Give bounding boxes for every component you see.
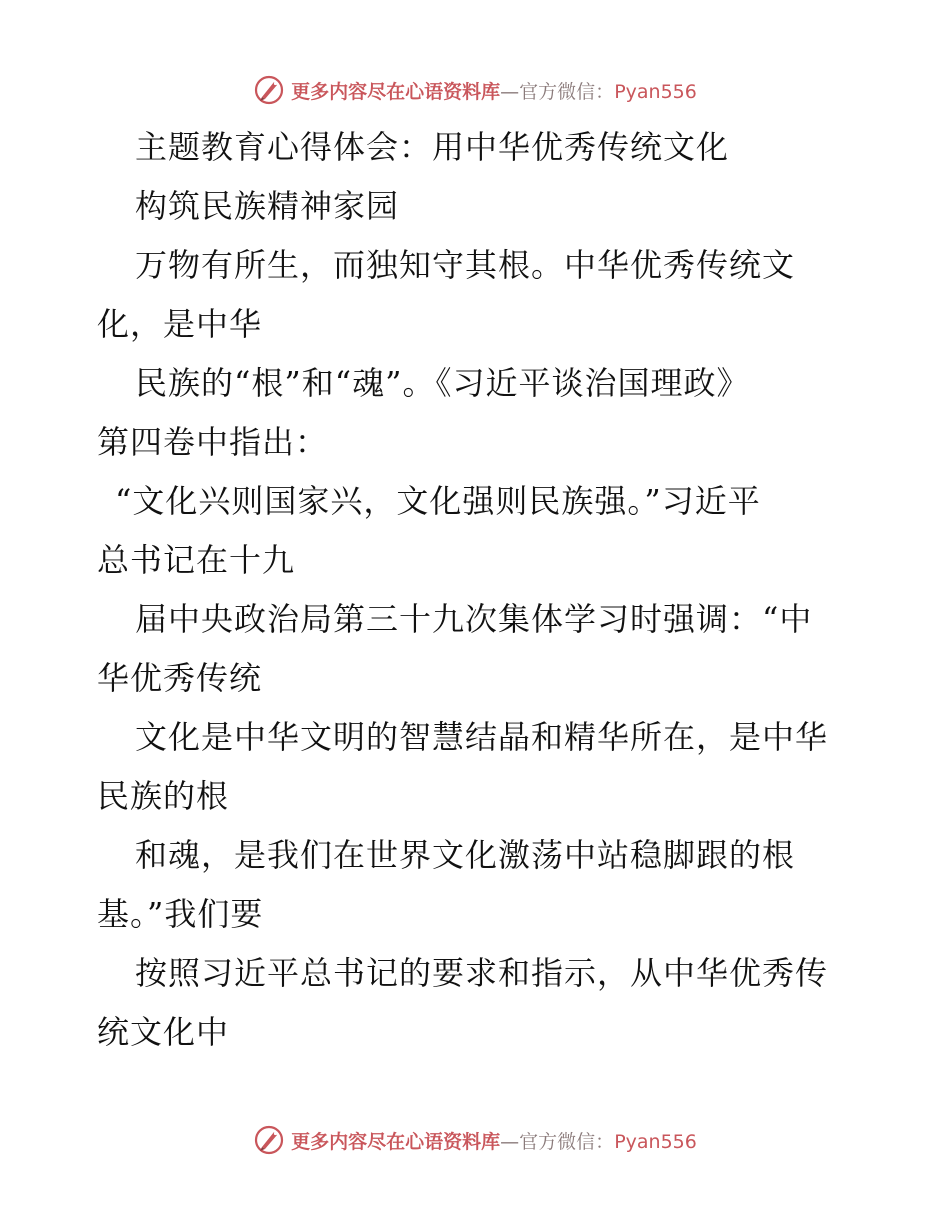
text-line: 和魂，是我们在世界文化激荡中站稳脚跟的根 — [135, 836, 796, 874]
text-line: 华优秀传统 — [97, 659, 263, 697]
banner-site-name: 更多内容尽在心语资料库 — [291, 80, 501, 103]
text-line: 构筑民族精神家园 — [135, 187, 400, 225]
footer-banner-text — [291, 1127, 697, 1154]
pen-logo-icon — [253, 74, 285, 106]
text-line: 统文化中 — [97, 1013, 230, 1051]
text-line: “文化兴则国家兴，文化强则民族强。”习近平 — [115, 482, 761, 520]
text-line: 民族的“根”和“魂”。《习近平谈治国理政》 — [135, 364, 750, 402]
text-line: 化，是中华 — [97, 305, 263, 343]
banner-wechat-label: —官方微信： — [500, 80, 615, 103]
footer-banner-inner — [253, 1124, 697, 1156]
text-line: 万物有所生，而独知守其根。中华优秀传统文 — [135, 246, 796, 284]
banner-wechat-id: Pyan556 — [614, 80, 697, 103]
text-line: 文化是中华文明的智慧结晶和精华所在，是中华 — [135, 718, 829, 756]
banner-wechat-id: Pyan556 — [614, 1130, 697, 1153]
text-line: 民族的根 — [97, 777, 230, 815]
text-line: 届中央政治局第三十九次集体学习时强调：“中 — [135, 600, 813, 638]
text-line: 主题教育心得体会：用中华优秀传统文化 — [135, 128, 730, 166]
document-body — [97, 118, 857, 1062]
footer-banner — [0, 1120, 950, 1160]
text-line: 基。”我们要 — [97, 895, 264, 933]
header-banner-text — [291, 77, 697, 104]
pen-logo-icon — [253, 1124, 285, 1156]
text-line: 第四卷中指出： — [97, 423, 329, 461]
banner-site-name: 更多内容尽在心语资料库 — [291, 1130, 501, 1153]
text-line: 按照习近平总书记的要求和指示，从中华优秀传 — [135, 954, 829, 992]
banner-wechat-label: —官方微信： — [500, 1130, 615, 1153]
header-banner — [0, 70, 950, 110]
header-banner-inner — [253, 74, 697, 106]
text-line: 总书记在十九 — [97, 541, 296, 579]
